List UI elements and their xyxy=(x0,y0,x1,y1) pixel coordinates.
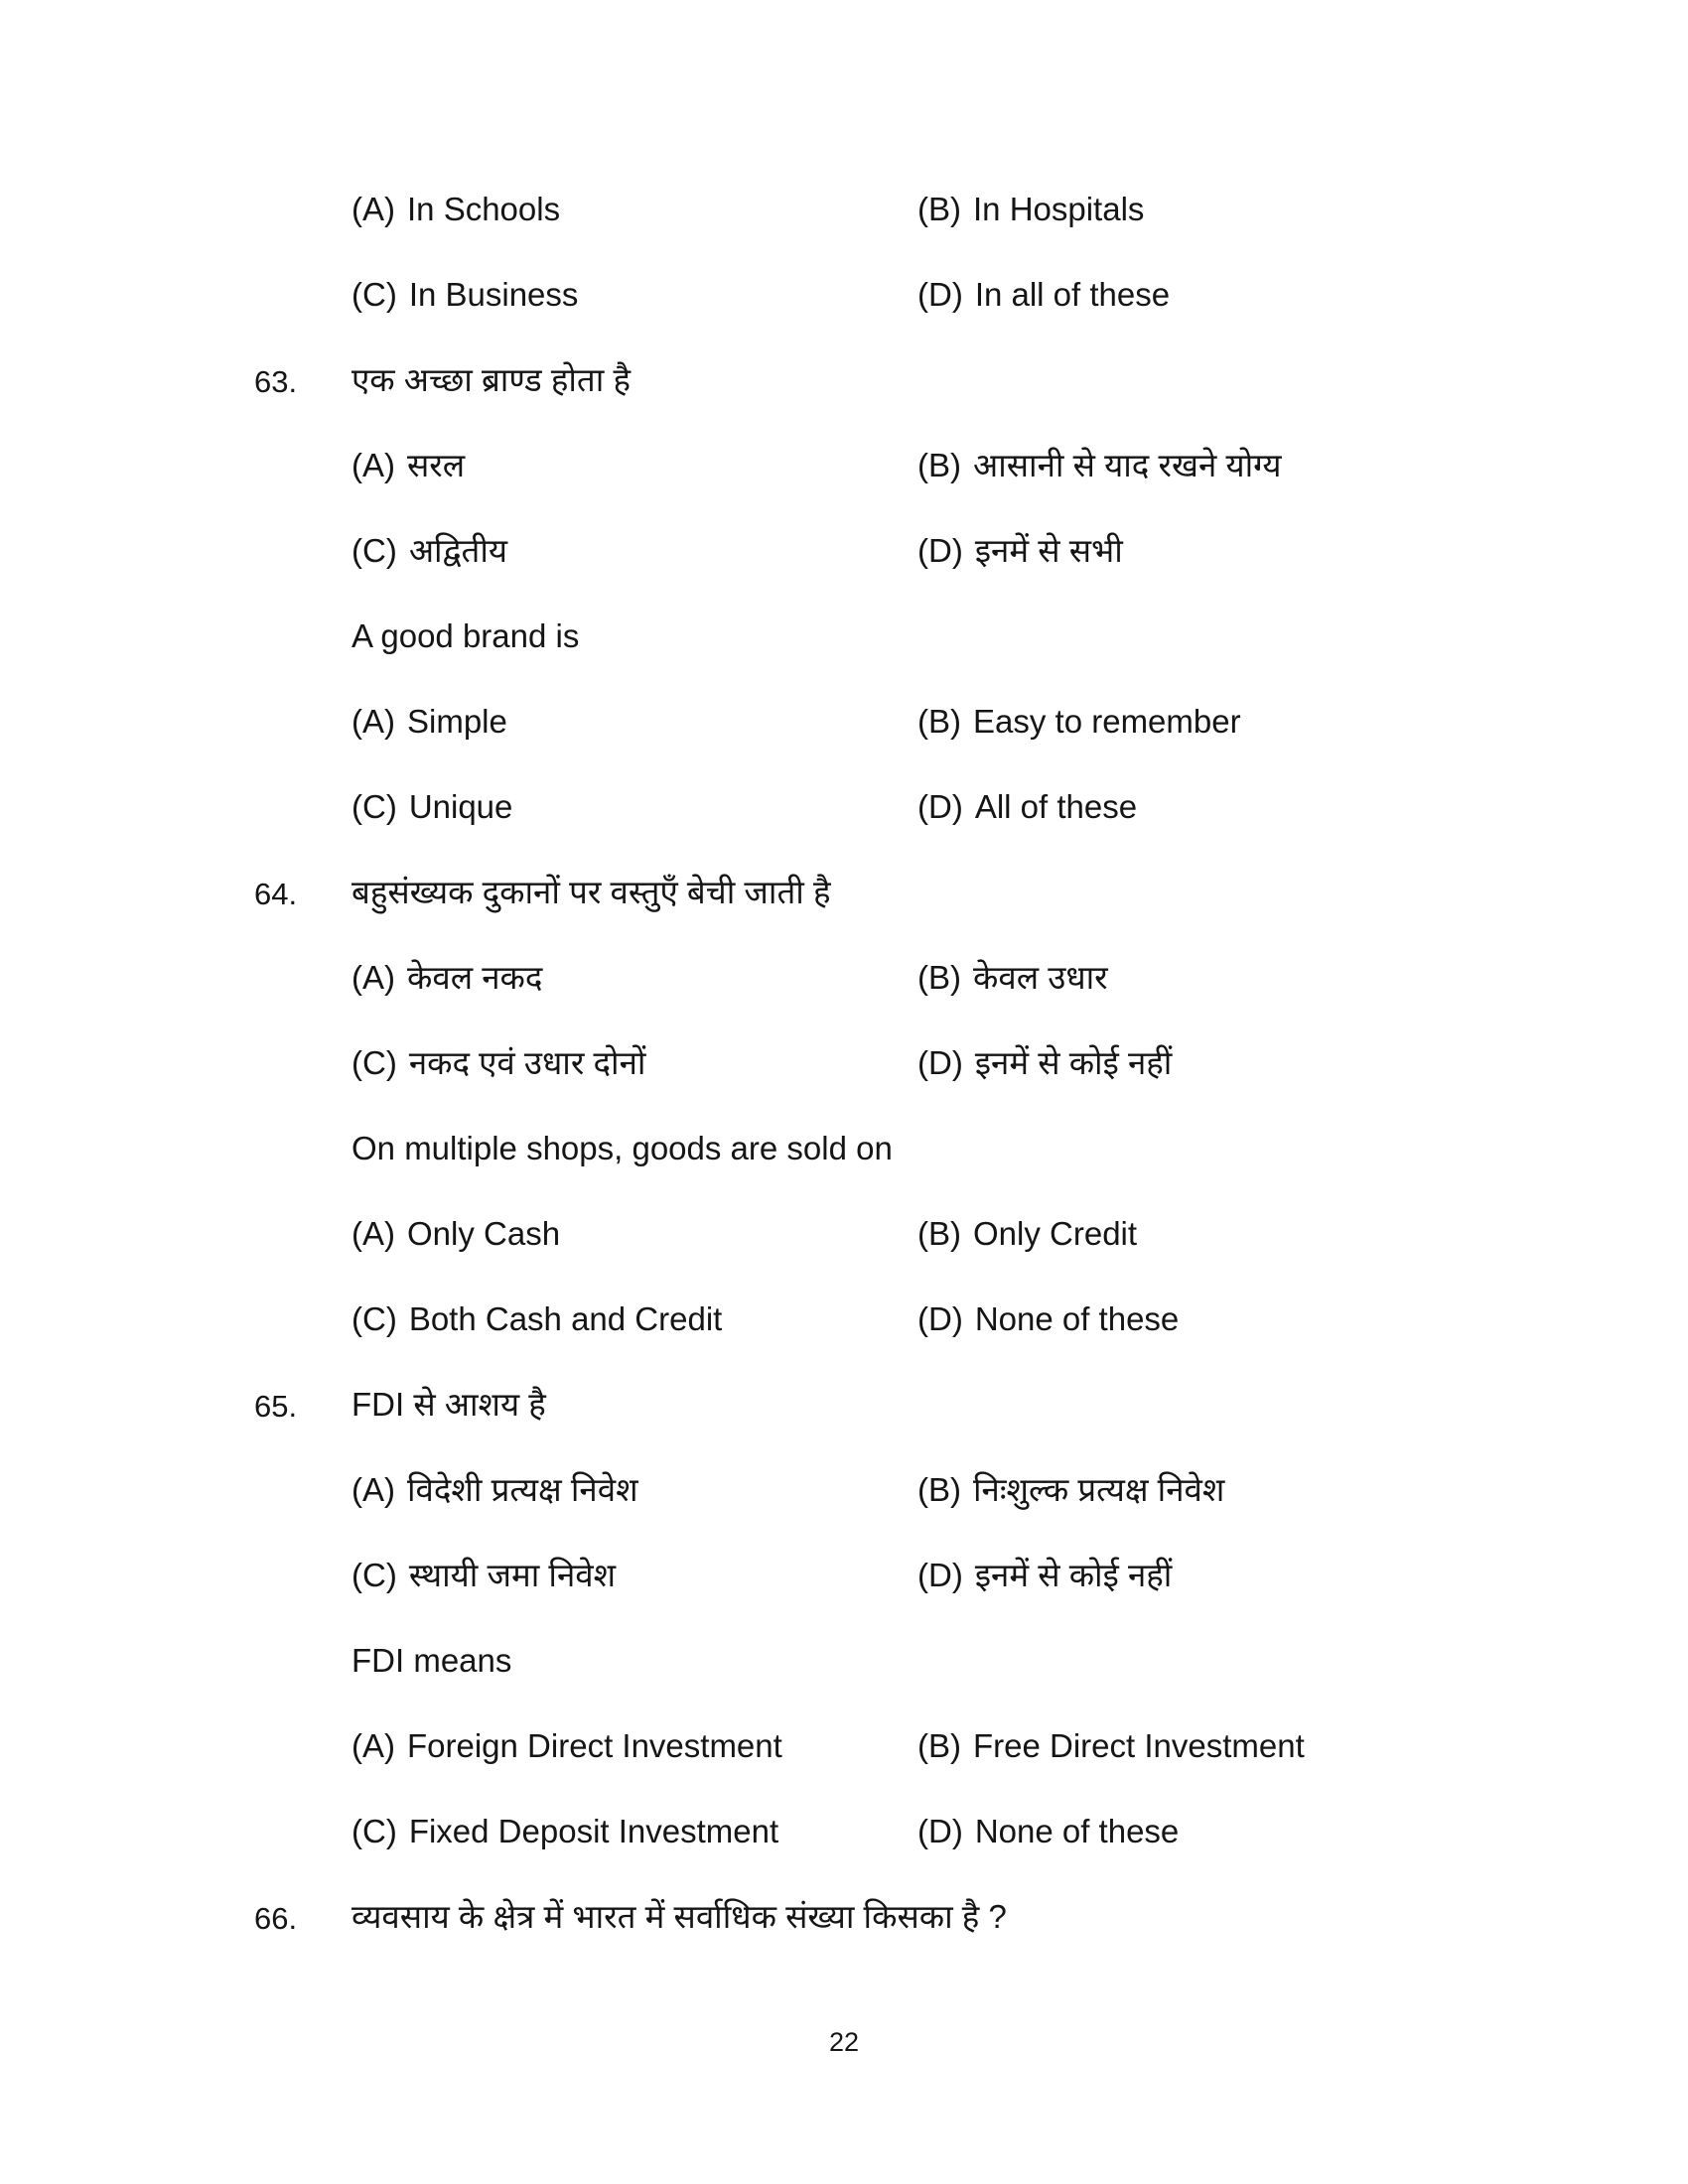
option-label: (D) xyxy=(917,276,963,313)
option-text: इनमें से कोई नहीं xyxy=(974,1044,1173,1081)
option-label: (D) xyxy=(917,532,963,569)
option-c xyxy=(352,788,512,826)
option-b xyxy=(917,703,1241,741)
option-row xyxy=(0,788,1688,874)
option-text: स्थायी जमा निवेश xyxy=(408,1557,617,1593)
page-number: 22 xyxy=(828,2027,860,2057)
option-label: (B) xyxy=(917,1471,961,1508)
option-d xyxy=(917,532,1123,570)
question-row-64 xyxy=(0,874,1688,959)
question-text-hindi: व्यवसाय के क्षेत्र में भारत में सर्वाधिक संख्या किसका है ? xyxy=(352,1898,1007,1935)
option-label: (D) xyxy=(917,1557,963,1593)
option-label: (A) xyxy=(352,703,395,740)
option-label: (C) xyxy=(352,1300,397,1337)
option-text: अद्वितीय xyxy=(408,532,508,569)
option-text: केवल उधार xyxy=(973,959,1108,996)
option-row xyxy=(0,1727,1688,1813)
option-text: Foreign Direct Investment xyxy=(407,1727,782,1764)
option-label: (D) xyxy=(917,1300,963,1337)
option-label: (A) xyxy=(352,1727,395,1764)
option-label: (C) xyxy=(352,1557,397,1593)
option-row xyxy=(0,1557,1688,1642)
question-row-66 xyxy=(0,1898,1688,1983)
option-c xyxy=(352,1557,616,1594)
option-d xyxy=(917,1300,1179,1338)
option-d xyxy=(917,788,1137,826)
option-text: आसानी से याद रखने योग्य xyxy=(973,447,1282,483)
option-text: Both Cash and Credit xyxy=(408,1300,723,1337)
option-a xyxy=(352,703,507,741)
option-label: (A) xyxy=(352,959,395,996)
option-c xyxy=(352,276,578,314)
questions-area xyxy=(0,191,1688,1983)
option-row xyxy=(0,447,1688,532)
option-label: (D) xyxy=(917,788,963,825)
option-b xyxy=(917,1471,1224,1509)
option-label: (B) xyxy=(917,191,961,227)
option-row xyxy=(0,191,1688,276)
option-text: None of these xyxy=(974,1813,1180,1849)
option-text: Simple xyxy=(407,703,507,740)
option-label: (A) xyxy=(352,447,395,483)
option-a xyxy=(352,191,560,228)
question-text-hindi: FDI से आशय है xyxy=(352,1386,546,1423)
option-row xyxy=(0,703,1688,788)
option-d xyxy=(917,1044,1172,1082)
option-label: (C) xyxy=(352,788,397,825)
option-c xyxy=(352,1044,645,1082)
option-row xyxy=(0,532,1688,617)
option-c xyxy=(352,532,507,570)
option-d xyxy=(917,1557,1172,1594)
option-label: (B) xyxy=(917,1727,961,1764)
option-row xyxy=(0,1044,1688,1130)
option-row xyxy=(0,959,1688,1044)
question-number: 63. xyxy=(254,364,298,399)
option-label: (A) xyxy=(352,1471,395,1508)
option-label: (A) xyxy=(352,191,395,227)
question-number: 65. xyxy=(254,1389,298,1424)
option-label: (D) xyxy=(917,1044,963,1081)
option-a xyxy=(352,1215,560,1253)
option-row xyxy=(0,276,1688,361)
option-a xyxy=(352,1471,638,1509)
question-row-65 xyxy=(0,1386,1688,1471)
option-a xyxy=(352,1727,782,1765)
option-row xyxy=(0,1215,1688,1300)
question-text-english: A good brand is xyxy=(352,617,580,654)
option-text: In all of these xyxy=(974,276,1171,313)
option-b xyxy=(917,447,1282,484)
option-b xyxy=(917,1727,1305,1765)
option-d xyxy=(917,276,1170,314)
option-text: Only Credit xyxy=(973,1215,1138,1252)
option-text: Only Cash xyxy=(407,1215,561,1252)
question-text-hindi: बहुसंख्यक दुकानों पर वस्तुएँ बेची जाती है xyxy=(352,874,831,910)
option-label: (C) xyxy=(352,1044,397,1081)
option-text: Easy to remember xyxy=(973,703,1241,740)
option-text: In Business xyxy=(408,276,579,313)
option-a xyxy=(352,959,542,997)
option-row xyxy=(0,1813,1688,1898)
question-row-63 xyxy=(0,361,1688,447)
option-text: In Schools xyxy=(407,191,561,227)
option-text: सरल xyxy=(407,447,466,483)
option-label: (B) xyxy=(917,703,961,740)
option-text: All of these xyxy=(974,788,1138,825)
question-text-hindi: एक अच्छा ब्राण्ड होता है xyxy=(352,361,631,398)
option-b xyxy=(917,191,1144,228)
question-translation-row xyxy=(0,1642,1688,1727)
option-text: Fixed Deposit Investment xyxy=(408,1813,779,1849)
option-text: In Hospitals xyxy=(973,191,1145,227)
option-a xyxy=(352,447,465,484)
page-footer xyxy=(0,2027,1688,2058)
option-text: इनमें से कोई नहीं xyxy=(974,1557,1173,1593)
option-text: इनमें से सभी xyxy=(974,532,1123,569)
option-label: (B) xyxy=(917,959,961,996)
option-row xyxy=(0,1300,1688,1386)
option-text: निःशुल्क प्रत्यक्ष निवेश xyxy=(973,1471,1225,1508)
option-label: (C) xyxy=(352,276,397,313)
option-text: Unique xyxy=(408,788,513,825)
option-text: विदेशी प्रत्यक्ष निवेश xyxy=(407,1471,638,1508)
question-translation-row xyxy=(0,1130,1688,1215)
option-text: None of these xyxy=(974,1300,1180,1337)
question-text-english: On multiple shops, goods are sold on xyxy=(352,1130,893,1166)
question-translation-row xyxy=(0,617,1688,703)
option-d xyxy=(917,1813,1179,1850)
option-row xyxy=(0,1471,1688,1557)
question-text-english: FDI means xyxy=(352,1642,512,1679)
option-text: केवल नकद xyxy=(407,959,543,996)
option-label: (B) xyxy=(917,1215,961,1252)
option-label: (C) xyxy=(352,532,397,569)
option-text: नकद एवं उधार दोनों xyxy=(408,1044,646,1081)
option-c xyxy=(352,1813,778,1850)
option-label: (A) xyxy=(352,1215,395,1252)
option-c xyxy=(352,1300,722,1338)
option-text: Free Direct Investment xyxy=(973,1727,1305,1764)
option-label: (B) xyxy=(917,447,961,483)
question-number: 66. xyxy=(254,1901,298,1936)
option-b xyxy=(917,959,1108,997)
option-label: (D) xyxy=(917,1813,963,1849)
option-label: (C) xyxy=(352,1813,397,1849)
option-b xyxy=(917,1215,1137,1253)
question-number: 64. xyxy=(254,877,298,911)
